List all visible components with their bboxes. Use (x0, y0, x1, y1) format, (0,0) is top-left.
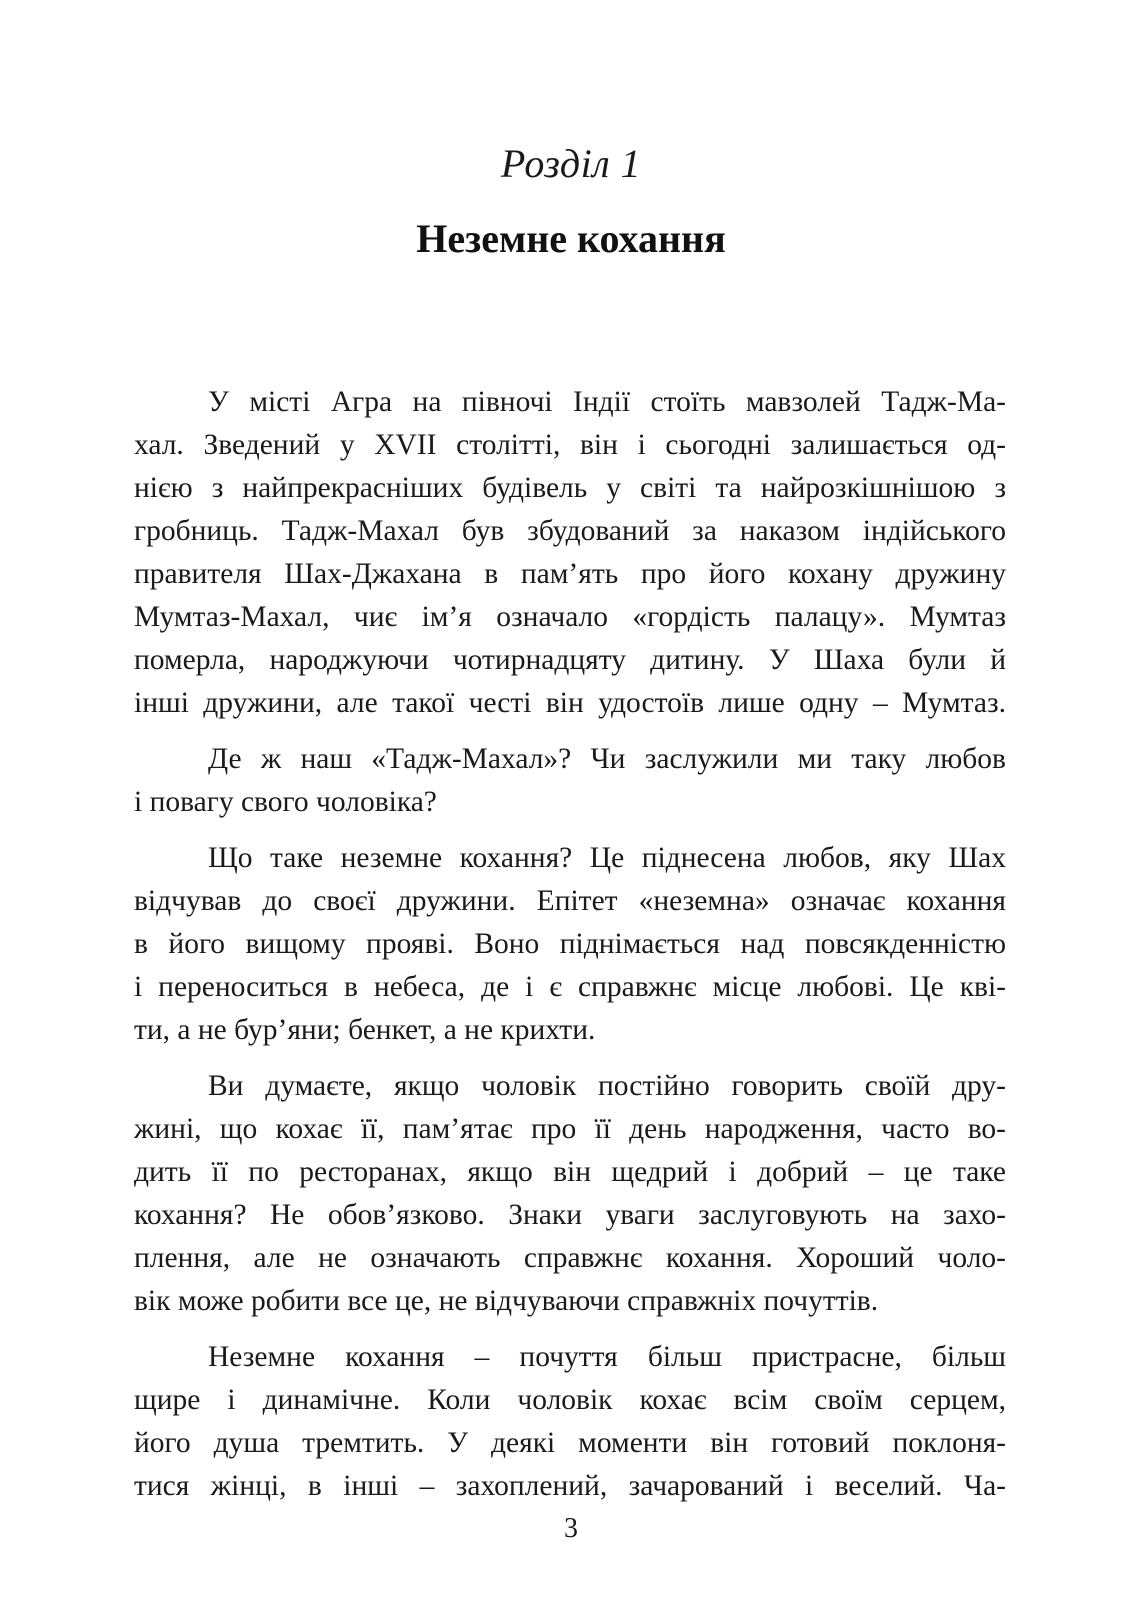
text-line: Ви думаєте, якщо чоловік постійно говорить своїй дру- (208, 1070, 1006, 1102)
text-line: Неземне кохання – почуття більш пристрасне, більш (208, 1341, 1006, 1373)
text-line: плення, але не означають справжнє кохання. Хороший чоло- (134, 1242, 1006, 1274)
text-line: Що таке неземне кохання? Це піднесена любов, яку Шах (208, 842, 1006, 874)
text-line: ти, а не бур’яни; бенкет, а не крихти. (134, 1014, 596, 1046)
text-line: кохання? Не обов’язково. Знаки уваги заслуговують на захо- (134, 1199, 1006, 1231)
text-line: дить її по ресторанах, якщо він щедрий і добрий – це таке (134, 1156, 1006, 1188)
text-line: нією з найпрекрасніших будівель у світі та найрозкішнішою з (134, 472, 1006, 504)
chapter-title: Неземне кохання (416, 216, 726, 261)
text-line: в його вищому прояві. Воно піднімається над повсякденністю (134, 928, 1006, 960)
text-line: тися жінці, в інші – захоплений, зачарований і веселий. Ча- (134, 1470, 1006, 1502)
text-line: правителя Шах-Джахана в пам’ять про його кохану дружину (134, 558, 1006, 590)
text-line: Мумтаз-Махал, чиє ім’я означало «гордість палацу». Мумтаз (134, 601, 1006, 633)
text-line: відчував до своєї дружини. Епітет «неземна» означає кохання (134, 885, 1006, 917)
text-line: У місті Агра на півночі Індії стоїть мавзолей Тадж-Ма- (208, 386, 1006, 418)
chapter-label: Розділ 1 (500, 141, 642, 186)
text-line: його душа тремтить. У деякі моменти він готовий поклоня- (134, 1427, 1006, 1459)
text-line: щире і динамічне. Коли чоловік кохає всім своїм серцем, (134, 1384, 1006, 1416)
text-line: хал. Зведений у XVII столітті, він і сьогодні залишається од- (134, 429, 1006, 461)
text-line: гробниць. Тадж-Махал був збудований за наказом індійського (134, 515, 1006, 547)
text-line: вік може робити все це, не відчуваючи справжніх почуттів. (134, 1285, 879, 1317)
text-line: Де ж наш «Тадж-Махал»? Чи заслужили ми таку любов (208, 743, 1006, 775)
text-line: померла, народжуючи чотирнадцяту дитину. У Шаха були й (134, 644, 1006, 676)
text-line: і переноситься в небеса, де і є справжнє місце любові. Це кві- (134, 971, 1006, 1003)
page-number: 3 (564, 1513, 578, 1544)
text-line: інші дружини, але такої честі він удостоїв лише одну – Мумтаз. (134, 687, 1006, 719)
text-line: жині, що кохає її, пам’ятає про її день народження, часто во- (134, 1113, 1006, 1145)
text-line: і повагу свого чоловіка? (134, 786, 437, 818)
